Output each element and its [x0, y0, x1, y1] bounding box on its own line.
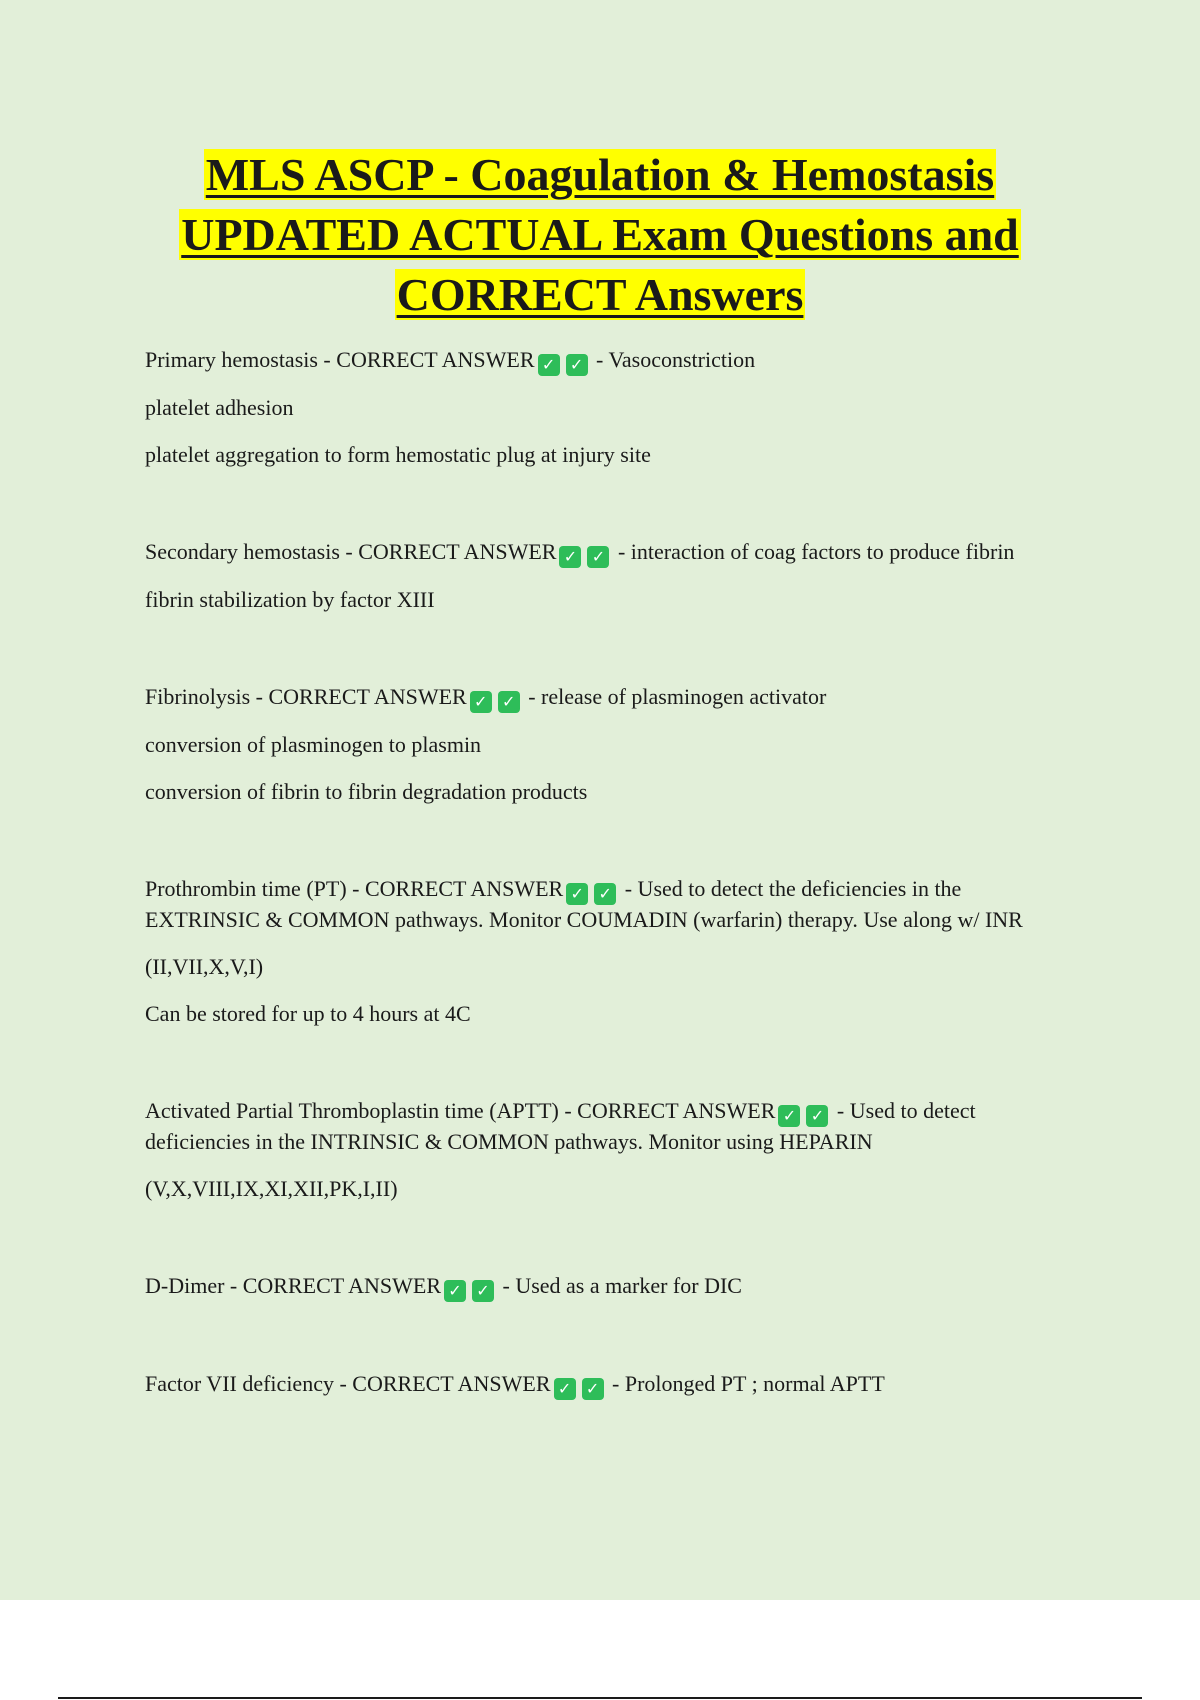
title-line	[0, 265, 1200, 325]
qa-question-line	[145, 345, 1070, 376]
check-mark-icon: ✓	[498, 691, 520, 713]
qa-answer-line: platelet adhesion	[145, 395, 294, 420]
correct-answer-label: CORRECT ANSWER	[268, 684, 467, 709]
check-mark-icon: ✓	[559, 546, 581, 568]
qa-answer: - interaction of coag factors to produce fibrin	[612, 539, 1015, 564]
check-mark-icon: ✓	[778, 1105, 800, 1127]
check-mark-icon: ✓	[582, 1378, 604, 1400]
qa-answer: - Used to detect deficiencies in the INTRINSIC & COMMON pathways. Monitor using HEPARIN	[145, 1098, 976, 1154]
qa-question-line	[145, 1271, 1070, 1302]
qa-question-line	[145, 537, 1070, 568]
check-mark-icon: ✓	[472, 1280, 494, 1302]
qa-term: Factor VII deficiency -	[145, 1371, 353, 1396]
qa-answer-line: (II,VII,X,V,I)	[145, 954, 264, 979]
correct-answer-label: CORRECT ANSWER	[336, 347, 535, 372]
check-mark-icon: ✓	[566, 883, 588, 905]
qa-item	[145, 682, 1070, 807]
title-line	[0, 145, 1200, 205]
qa-answer-line: conversion of plasminogen to plasmin	[145, 732, 482, 757]
title-line	[0, 205, 1200, 265]
qa-answer-line: Can be stored for up to 4 hours at 4C	[145, 1001, 471, 1026]
qa-term: Secondary hemostasis -	[145, 539, 359, 564]
qa-term: Activated Partial Thromboplastin time (APTT) -	[145, 1098, 578, 1123]
qa-term: Fibrinolysis -	[145, 684, 269, 709]
title-line-text: MLS ASCP - Coagulation & Hemostasis	[205, 149, 995, 200]
qa-answer: - Prolonged PT ; normal APTT	[606, 1371, 885, 1396]
qa-term: Prothrombin time (PT) -	[145, 876, 365, 901]
correct-answer-label: CORRECT ANSWER	[577, 1098, 776, 1123]
qa-item	[145, 345, 1070, 470]
qa-term: D-Dimer -	[145, 1273, 243, 1298]
qa-answer: - Used to detect the deficiencies in the EXTRINSIC & COMMON pathways. Monitor COUMADIN (warfarin) therapy. Use along w/ INR	[145, 876, 1023, 932]
qa-question-line	[145, 1096, 1070, 1157]
check-mark-icon: ✓	[566, 354, 588, 376]
qa-item	[145, 1271, 1070, 1302]
page-footer	[0, 1600, 1200, 1700]
correct-answer-label: CORRECT ANSWER	[358, 539, 557, 564]
check-mark-icon: ✓	[470, 691, 492, 713]
check-mark-icon: ✓	[444, 1280, 466, 1302]
qa-item	[145, 1369, 1070, 1400]
check-mark-icon: ✓	[554, 1378, 576, 1400]
qa-answer-line: fibrin stabilization by factor XIII	[145, 587, 435, 612]
qa-answer: - Vasoconstriction	[590, 347, 756, 372]
correct-answer-label: CORRECT ANSWER	[364, 876, 564, 901]
title-line-text: CORRECT Answers	[396, 269, 804, 320]
document-title	[0, 145, 1200, 325]
qa-item	[145, 1096, 1070, 1204]
correct-answer-label: CORRECT ANSWER	[352, 1371, 551, 1396]
footer-divider	[58, 1697, 1142, 1699]
qa-question-line	[145, 874, 1070, 935]
qa-question-line	[145, 682, 1070, 713]
qa-answer-line: platelet aggregation to form hemostatic plug at injury site	[145, 442, 651, 467]
qa-answer-line: (V,X,VIII,IX,XI,XII,PK,I,II)	[145, 1176, 398, 1201]
qa-item	[145, 537, 1070, 615]
check-mark-icon: ✓	[538, 354, 560, 376]
qa-question-line	[145, 1369, 1070, 1400]
correct-answer-label: CORRECT ANSWER	[242, 1273, 441, 1298]
question-answer-list	[145, 345, 1070, 1400]
check-mark-icon: ✓	[594, 883, 616, 905]
qa-answer-line: conversion of fibrin to fibrin degradation products	[145, 779, 588, 804]
title-line-text: UPDATED ACTUAL Exam Questions and	[181, 209, 1019, 260]
qa-answer: - Used as a marker for DIC	[497, 1273, 742, 1298]
qa-term: Primary hemostasis -	[145, 347, 337, 372]
qa-answer: - release of plasminogen activator	[522, 684, 827, 709]
qa-item	[145, 874, 1070, 1029]
check-mark-icon: ✓	[587, 546, 609, 568]
check-mark-icon: ✓	[806, 1105, 828, 1127]
